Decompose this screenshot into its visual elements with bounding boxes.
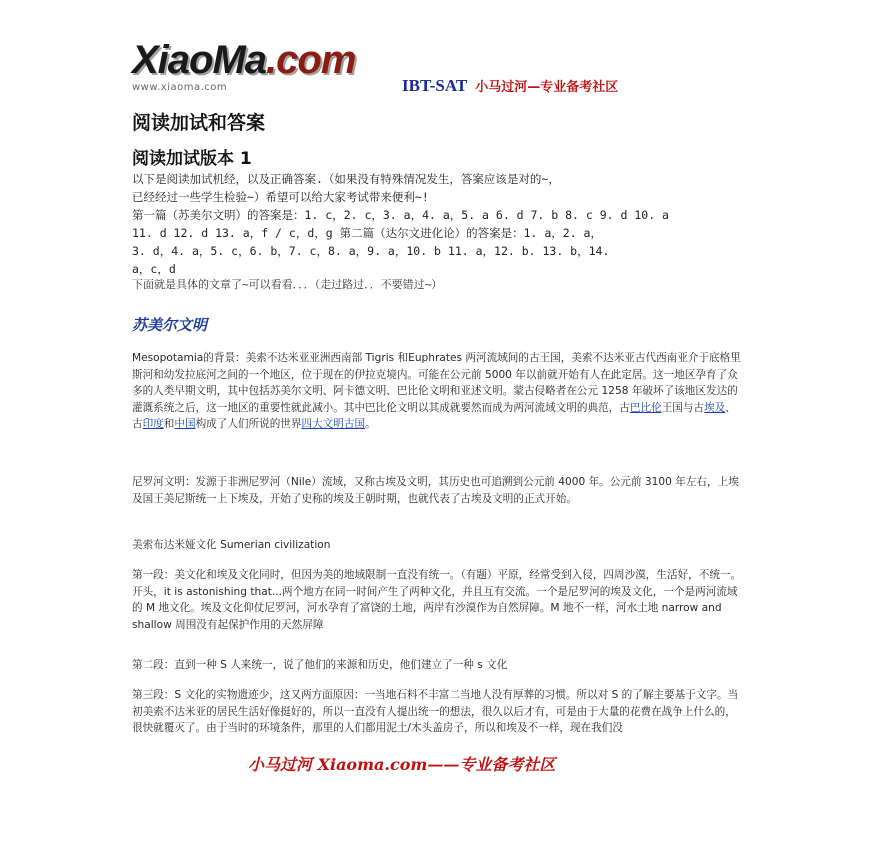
paragraph-part-1 (132, 567, 744, 633)
paragraph-text: 美索布达米娅文化 Sumerian civilization (132, 539, 331, 551)
paragraph-nile (132, 474, 744, 507)
paragraph-mesopotamia (132, 350, 744, 433)
browse-note: 下面就是具体的文章了~可以看看．．．（走过路过．．不要错过~） (132, 278, 443, 291)
paragraph-text (132, 350, 744, 433)
paragraph-part-2 (132, 657, 744, 674)
footer-slogan: 小马过河 Xiaoma.com——专业备考社区 (248, 755, 556, 774)
text-run: 、古 (132, 401, 736, 430)
answers-line-3: 3. d，4. a，5. c，6. b，7. c，8. a，9. a，10. b 11. a，12. b. 13. b，14. (132, 244, 610, 258)
brand-ibt: IBT-SAT (402, 76, 468, 95)
page-title: 阅读加试和答案 (132, 112, 266, 134)
answers-line-4: a，c，d (132, 262, 176, 276)
paragraph-text: 第三段：S 文化的实物遗迹少，这又两方面原因：一当地石料不丰富二当地人没有厚葬的习惯。所以对 S 的了解主要基于文字。当初美索不达米亚的居民生活好像挺好的，所以一直没有人提出统一的想法，很久以后才有，可是由于大量的花费在战争上什么的，很快就覆灭了。由于当时的环境条件，那里的人们都用泥土/木头盖房子，所以和埃及不一样，现在我们没 (132, 689, 739, 734)
answers-line-1: 第一篇（苏美尔文明）的答案是：1. c，2. c，3. a，4. a，5. a 6. d 7. b 8. c 9. d 10. a (132, 208, 669, 222)
link-egypt[interactable]: 埃及 (704, 401, 726, 414)
text-run: 。 (365, 418, 376, 430)
link-china[interactable]: 中国 (174, 418, 196, 430)
page-subtitle: 阅读加试版本 1 (132, 149, 252, 169)
text-run: 和 (163, 418, 175, 430)
intro-block (132, 170, 740, 278)
link-india[interactable]: 印度 (142, 418, 164, 430)
xiaoma-logo[interactable] (132, 40, 355, 93)
logo-url: www.xiaoma.com (132, 82, 228, 93)
paragraph-sumerian-heading (132, 537, 744, 554)
paragraph-text: 第二段：直到一种 S 人来统一，说了他们的来源和历史，他们建立了一种 s 文化 (132, 659, 508, 671)
brand-line (402, 76, 618, 96)
brand-slogan: 小马过河—专业备考社区 (475, 80, 619, 95)
link-babylon[interactable]: 巴比伦 (629, 401, 662, 414)
logo-text-b: .com (266, 38, 356, 82)
paragraph-text: 尼罗河文明：发源于非洲尼罗河（Nile）流域，又称古埃及文明，其历史也可追溯到公元前 4000 年。公元前 3100 年左右，上埃及国王美尼斯统一上下埃及，开始了史称的埃及王朝时期，也就代表了古埃及文明的正式开始。 (132, 476, 739, 505)
answers-line-2: 11. d 12. d 13. a，f / c，d，g 第二篇（达尔文进化论）的答案是：1. a，2. a， (132, 226, 602, 240)
paragraph-part-3 (132, 687, 744, 737)
text-run: 构成了人们所说的世界 (195, 418, 302, 430)
logo-text-a: XiaoMa (132, 38, 267, 82)
text-run: 王国与古 (661, 401, 705, 414)
text-run: Mesopotamia的背景：美索不达米亚亚洲西南部 Tigris 和Euphrates 两河流域间的古王国，美索不达米亚古代西南亚介于底格里斯河和幼发拉底河之间的一个地区，位于现在的伊拉克境内。可能在公元前 5000 年以前就开始有人在此定居。这一地区孕育了众多的人类早期文明，其中包括苏美尔文明、阿卡德文明、巴比伦文明和亚述文明。蒙古侵略者在公元 1258 年破坏了该地区发达的灌溉系统之后，这一地区的重要性就此减小。其中巴比伦文明以其成就要然而成为两河流域文明的典范，古 (132, 352, 741, 414)
link-four-civilizations[interactable]: 四大文明古国 (301, 418, 366, 430)
intro-line-2: 已经经过一些学生检验~）希望可以给大家考试带来便利~! (132, 190, 429, 204)
section-title: 苏美尔文明 (132, 316, 208, 334)
paragraph-text: 第一段：美文化和埃及文化同时，但因为美的地域限制一直没有统一。（有题）平原，经常受到入侵，四周沙漠，生活好，不统一。开头，it is astonishing that...两个地方在同一时间产生了两种文化，并且互有交流。一个是尼罗河的埃及文化，一个是两河流域的 M 地文化。埃及文化仰仗尼罗河，河水孕育了富饶的土地，两岸有沙漠作为自然屏障。M 地不一样，河水土地 narrow and shallow 周围没有起保护作用的天然屏障 (132, 569, 742, 631)
logo-wordmark (132, 40, 355, 80)
intro-line-1: 以下是阅读加试机经，以及正确答案.（如果没有特殊情况发生，答案应该是对的~， (132, 172, 560, 186)
